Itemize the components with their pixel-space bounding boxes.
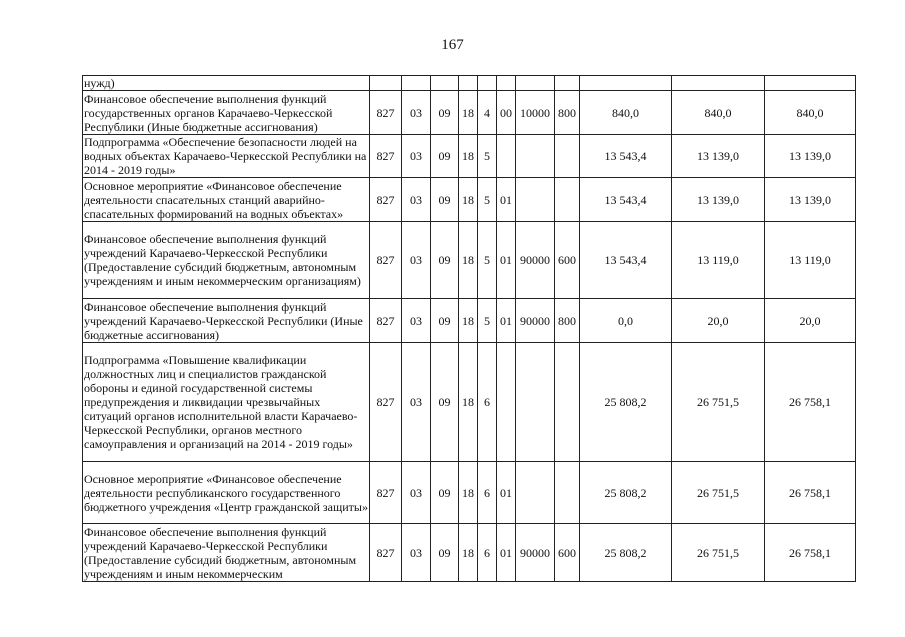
- sum-2019-cell: 20,0: [765, 299, 856, 343]
- subprogram-code-cell: 6: [478, 524, 497, 582]
- table-body: [83, 76, 856, 582]
- subprogram-code-cell: 6: [478, 462, 497, 524]
- section-code-cell: 03: [402, 299, 431, 343]
- direction-code-cell: 90000: [516, 222, 555, 299]
- program-code-cell: 18: [459, 91, 478, 135]
- section-code-cell: 03: [402, 178, 431, 222]
- expense-type-cell: [555, 76, 580, 91]
- sum-2018-cell: 13 119,0: [672, 222, 765, 299]
- program-code-cell: 18: [459, 222, 478, 299]
- expense-type-cell: [555, 462, 580, 524]
- subsection-code-cell: 09: [431, 524, 459, 582]
- program-code-cell: [459, 76, 478, 91]
- program-code-cell: 18: [459, 135, 478, 178]
- subprogram-code-cell: 6: [478, 343, 497, 462]
- sum-2018-cell: 13 139,0: [672, 178, 765, 222]
- direction-code-cell: [516, 135, 555, 178]
- sum-2019-cell: 13 139,0: [765, 135, 856, 178]
- direction-code-cell: 90000: [516, 299, 555, 343]
- sum-2018-cell: 13 139,0: [672, 135, 765, 178]
- ministry-code-cell: [370, 76, 402, 91]
- program-code-cell: 18: [459, 343, 478, 462]
- direction-code-cell: 90000: [516, 524, 555, 582]
- table-row: [83, 135, 856, 178]
- subsection-code-cell: 09: [431, 343, 459, 462]
- subsection-code-cell: [431, 76, 459, 91]
- sum-2018-cell: [672, 76, 765, 91]
- sum-2017-cell: 0,0: [580, 299, 672, 343]
- expense-type-cell: 600: [555, 524, 580, 582]
- direction-code-cell: [516, 178, 555, 222]
- subprogram-code-cell: [478, 76, 497, 91]
- expense-type-cell: 600: [555, 222, 580, 299]
- ministry-code-cell: 827: [370, 524, 402, 582]
- event-code-cell: [497, 343, 516, 462]
- table-row: [83, 76, 856, 91]
- expense-type-cell: [555, 343, 580, 462]
- expense-type-cell: 800: [555, 299, 580, 343]
- ministry-code-cell: 827: [370, 462, 402, 524]
- subprogram-code-cell: 4: [478, 91, 497, 135]
- program-code-cell: 18: [459, 299, 478, 343]
- ministry-code-cell: 827: [370, 91, 402, 135]
- section-code-cell: 03: [402, 91, 431, 135]
- section-code-cell: 03: [402, 462, 431, 524]
- expense-type-cell: [555, 178, 580, 222]
- page-number: 167: [441, 37, 464, 53]
- sum-2017-cell: 25 808,2: [580, 524, 672, 582]
- direction-code-cell: [516, 76, 555, 91]
- sum-2019-cell: 13 119,0: [765, 222, 856, 299]
- budget-table: [82, 75, 856, 582]
- expense-type-cell: [555, 135, 580, 178]
- sum-2017-cell: [580, 76, 672, 91]
- sum-2017-cell: 840,0: [580, 91, 672, 135]
- program-code-cell: 18: [459, 462, 478, 524]
- direction-code-cell: 10000: [516, 91, 555, 135]
- table-row: [83, 343, 856, 462]
- subsection-code-cell: 09: [431, 462, 459, 524]
- row-description: Основное мероприятие «Финансовое обеспечение деятельности республиканского государственного бюджетного учреждения «Центр гражданской защиты»: [83, 462, 370, 524]
- sum-2018-cell: 26 751,5: [672, 462, 765, 524]
- sum-2018-cell: 20,0: [672, 299, 765, 343]
- sum-2017-cell: 13 543,4: [580, 135, 672, 178]
- section-code-cell: [402, 76, 431, 91]
- ministry-code-cell: 827: [370, 299, 402, 343]
- event-code-cell: [497, 135, 516, 178]
- program-code-cell: 18: [459, 178, 478, 222]
- sum-2018-cell: 26 751,5: [672, 343, 765, 462]
- direction-code-cell: [516, 343, 555, 462]
- ministry-code-cell: 827: [370, 178, 402, 222]
- subsection-code-cell: 09: [431, 178, 459, 222]
- row-description: Подпрограмма «Повышение квалификации должностных лиц и специалистов гражданской обороны и единой государственной системы предупреждения и ликвидации чрезвычайных ситуаций органов исполнительной власти Карачаево-Черкесской Республики, органов местного самоуправления и организаций на 2014 - 2019 годы»: [83, 343, 370, 462]
- event-code-cell: 01: [497, 524, 516, 582]
- table-row: [83, 222, 856, 299]
- event-code-cell: 01: [497, 222, 516, 299]
- row-description: Финансовое обеспечение выполнения функций учреждений Карачаево-Черкесской Республики (Предоставление субсидий бюджетным, автономным учреждениям и иным некоммерческим организациям): [83, 222, 370, 299]
- section-code-cell: 03: [402, 135, 431, 178]
- sum-2018-cell: 26 751,5: [672, 524, 765, 582]
- sum-2017-cell: 25 808,2: [580, 343, 672, 462]
- event-code-cell: 00: [497, 91, 516, 135]
- event-code-cell: [497, 76, 516, 91]
- sum-2017-cell: 25 808,2: [580, 462, 672, 524]
- subsection-code-cell: 09: [431, 222, 459, 299]
- table-row: [83, 299, 856, 343]
- program-code-cell: 18: [459, 524, 478, 582]
- row-description: нужд): [83, 76, 370, 91]
- section-code-cell: 03: [402, 343, 431, 462]
- row-description: Финансовое обеспечение выполнения функций учреждений Карачаево-Черкесской Республики (Иные бюджетные ассигнования): [83, 299, 370, 343]
- table-row: [83, 462, 856, 524]
- sum-2019-cell: 26 758,1: [765, 343, 856, 462]
- event-code-cell: 01: [497, 299, 516, 343]
- table-row: [83, 91, 856, 135]
- row-description: Подпрограмма «Обеспечение безопасности людей на водных объектах Карачаево-Черкесской Республики на 2014 - 2019 годы»: [83, 135, 370, 178]
- sum-2019-cell: 13 139,0: [765, 178, 856, 222]
- row-description: Основное мероприятие «Финансовое обеспечение деятельности спасательных станций аварийно-спасательных формирований на водных объектах»: [83, 178, 370, 222]
- table-row: [83, 524, 856, 582]
- row-description: Финансовое обеспечение выполнения функций учреждений Карачаево-Черкесской Республики (Предоставление субсидий бюджетным, автономным учреждениям и иным некоммерческим: [83, 524, 370, 582]
- subsection-code-cell: 09: [431, 299, 459, 343]
- subprogram-code-cell: 5: [478, 299, 497, 343]
- ministry-code-cell: 827: [370, 222, 402, 299]
- table-row: [83, 178, 856, 222]
- section-code-cell: 03: [402, 524, 431, 582]
- direction-code-cell: [516, 462, 555, 524]
- subprogram-code-cell: 5: [478, 135, 497, 178]
- subprogram-code-cell: 5: [478, 178, 497, 222]
- subsection-code-cell: 09: [431, 135, 459, 178]
- section-code-cell: 03: [402, 222, 431, 299]
- sum-2017-cell: 13 543,4: [580, 222, 672, 299]
- sum-2019-cell: [765, 76, 856, 91]
- ministry-code-cell: 827: [370, 135, 402, 178]
- event-code-cell: 01: [497, 462, 516, 524]
- sum-2019-cell: 26 758,1: [765, 524, 856, 582]
- row-description: Финансовое обеспечение выполнения функций государственных органов Карачаево-Черкесской Республики (Иные бюджетные ассигнования): [83, 91, 370, 135]
- ministry-code-cell: 827: [370, 343, 402, 462]
- expense-type-cell: 800: [555, 91, 580, 135]
- sum-2019-cell: 26 758,1: [765, 462, 856, 524]
- subsection-code-cell: 09: [431, 91, 459, 135]
- subprogram-code-cell: 5: [478, 222, 497, 299]
- event-code-cell: 01: [497, 178, 516, 222]
- sum-2019-cell: 840,0: [765, 91, 856, 135]
- sum-2018-cell: 840,0: [672, 91, 765, 135]
- sum-2017-cell: 13 543,4: [580, 178, 672, 222]
